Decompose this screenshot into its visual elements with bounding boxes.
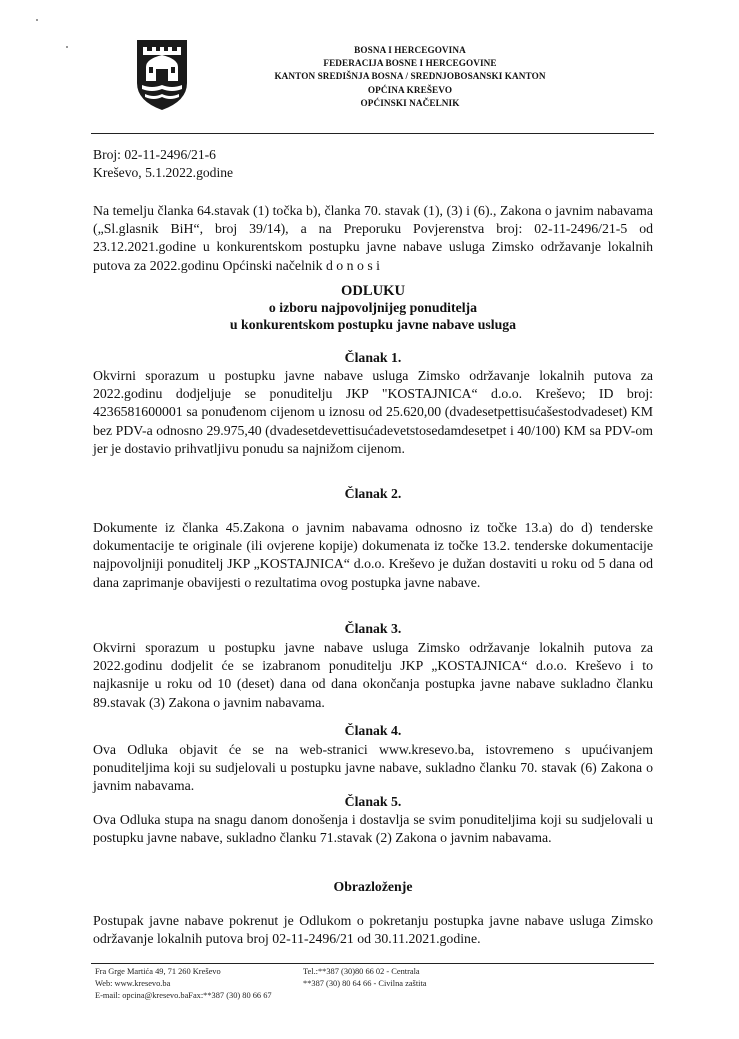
- header-office: OPĆINSKI NAČELNIK: [360, 98, 460, 108]
- article-5-heading: Članak 5.: [344, 794, 402, 809]
- article-3-text: Okvirni sporazum u postupku javne nabave usluga Zimsko održavanje lokalnih putova za 2022.godinu dodjelit će se izabranom ponuditelju JKP „KOSTAJNICA“ d.o.o. Kreševo i to najkasnije u roku od 10 (deset) dana od dana okončanja postupka javne nabave sukladno članku 89.stavak (3) Zakona o javnim nabavama.: [93, 640, 653, 710]
- footer-tel-civil-protection: **387 (30) 80 64 66 - Civilna zaštita: [303, 979, 427, 988]
- article-4-heading: Članak 4.: [344, 723, 402, 738]
- document-place-date: Kreševo, 5.1.2022.godine: [93, 165, 234, 180]
- reasoning-heading: Obrazloženje: [333, 879, 413, 894]
- header-divider: [91, 133, 654, 134]
- footer-email-fax: E-mail: opcina@kresevo.baFax:**387 (30) 80 66 67: [95, 991, 272, 1000]
- scan-speck: [36, 19, 38, 21]
- scan-speck: [66, 46, 68, 48]
- article-5-text: Ova Odluka stupa na snagu danom donošenja i dostavlja se svim ponuditeljima koji su sudjelovali u postupku javne nabave, sukladno članku 71.stavak (2) Zakona o javnim nabavama.: [93, 812, 653, 846]
- article-2-heading: Članak 2.: [344, 486, 402, 501]
- header-federation: FEDERACIJA BOSNE I HERCEGOVINE: [323, 58, 497, 68]
- article-2-text: Dokumente iz članka 45.Zakona o javnim nabavama odnosno iz točke 13.a) do d) tenderske dokumentacije te originale (ili ovjerene kopije) dokumenata iz točke 13.2. tenderske dokumentacije najpovoljniji ponuditelj JKP „KOSTAJNICA“ d.o.o. Kreševo je dužan dostaviti u roku od 5 dana od dana zaprimanje obavijesti o rezultatima ovog postupka javne nabave.: [93, 520, 653, 590]
- decision-subtitle-1: o izboru najpovoljnijeg ponuditelja: [268, 300, 478, 315]
- footer-tel-central: Tel.:**387 (30)80 66 02 - Centrala: [303, 967, 420, 976]
- header-municipality: OPĆINA KREŠEVO: [367, 85, 453, 95]
- reasoning-text: Postupak javne nabave pokrenut je Odlukom o pokretanju postupka javne nabave usluga Zimsko održavanje lokalnih putova broj 02-11-2496/21 od 30.11.2021.godine.: [93, 913, 653, 947]
- article-1-heading: Članak 1.: [344, 350, 402, 365]
- decision-subtitle-2: u konkurentskom postupku javne nabave usluga: [229, 317, 517, 332]
- article-3-heading: Članak 3.: [344, 621, 402, 636]
- header-country: BOSNA I HERCEGOVINA: [354, 45, 466, 55]
- municipality-coat-of-arms-icon: [134, 37, 190, 113]
- article-1-text: Okvirni sporazum u postupku javne nabave usluga Zimsko održavanje lokalnih putova za 2022.godinu dodjeljuje se ponuditelju JKP "KOSTAJNICA“ d.o.o. Kreševo; ID broj: 4236581600001 sa ponuđenom cijenom u iznosu od 25.620,00 (dvadesetpettisućašestodvadeset) KM bez PDV-a odnosno 29.975,40 (dvadesetdevettisućadevetstosedamdesetpet i 40/100) KM sa PDV-om jer je dostavio prihvatljivu ponudu sa najnižom cijenom.: [93, 368, 653, 456]
- footer-address: Fra Grge Martića 49, 71 260 Kreševo: [95, 967, 221, 976]
- preamble-paragraph: Na temelju članka 64.stavak (1) točka b), članka 70. stavak (1), (3) i (6)., Zakona o javnim nabavama („Sl.glasnik BiH“, broj 39/14), a na Preporuku Povjerenstva broj: 02-11-2496/21-5 od 23.12.2021.godine u konkurentskom postupku javne nabave usluga Zimsko održavanje lokalnih putova za 2022.godinu Općinski načelnik d o n o s i: [93, 203, 653, 273]
- article-4-text: Ova Odluka objavit će se na web-stranici www.kresevo.ba, istovremeno s upućivanjem ponuditeljima koji su sudjelovali u postupku javne nabave, sukladno članku 70. stavak (6) Zakona o javnim nabavama.: [93, 742, 653, 794]
- decision-title: ODLUKU: [340, 283, 406, 299]
- footer-divider: [91, 963, 654, 964]
- header-canton: KANTON SREDIŠNJA BOSNA / SREDNJOBOSANSKI KANTON: [274, 71, 546, 81]
- footer-web: Web: www.kresevo.ba: [95, 979, 171, 988]
- document-number: Broj: 02-11-2496/21-6: [93, 147, 216, 162]
